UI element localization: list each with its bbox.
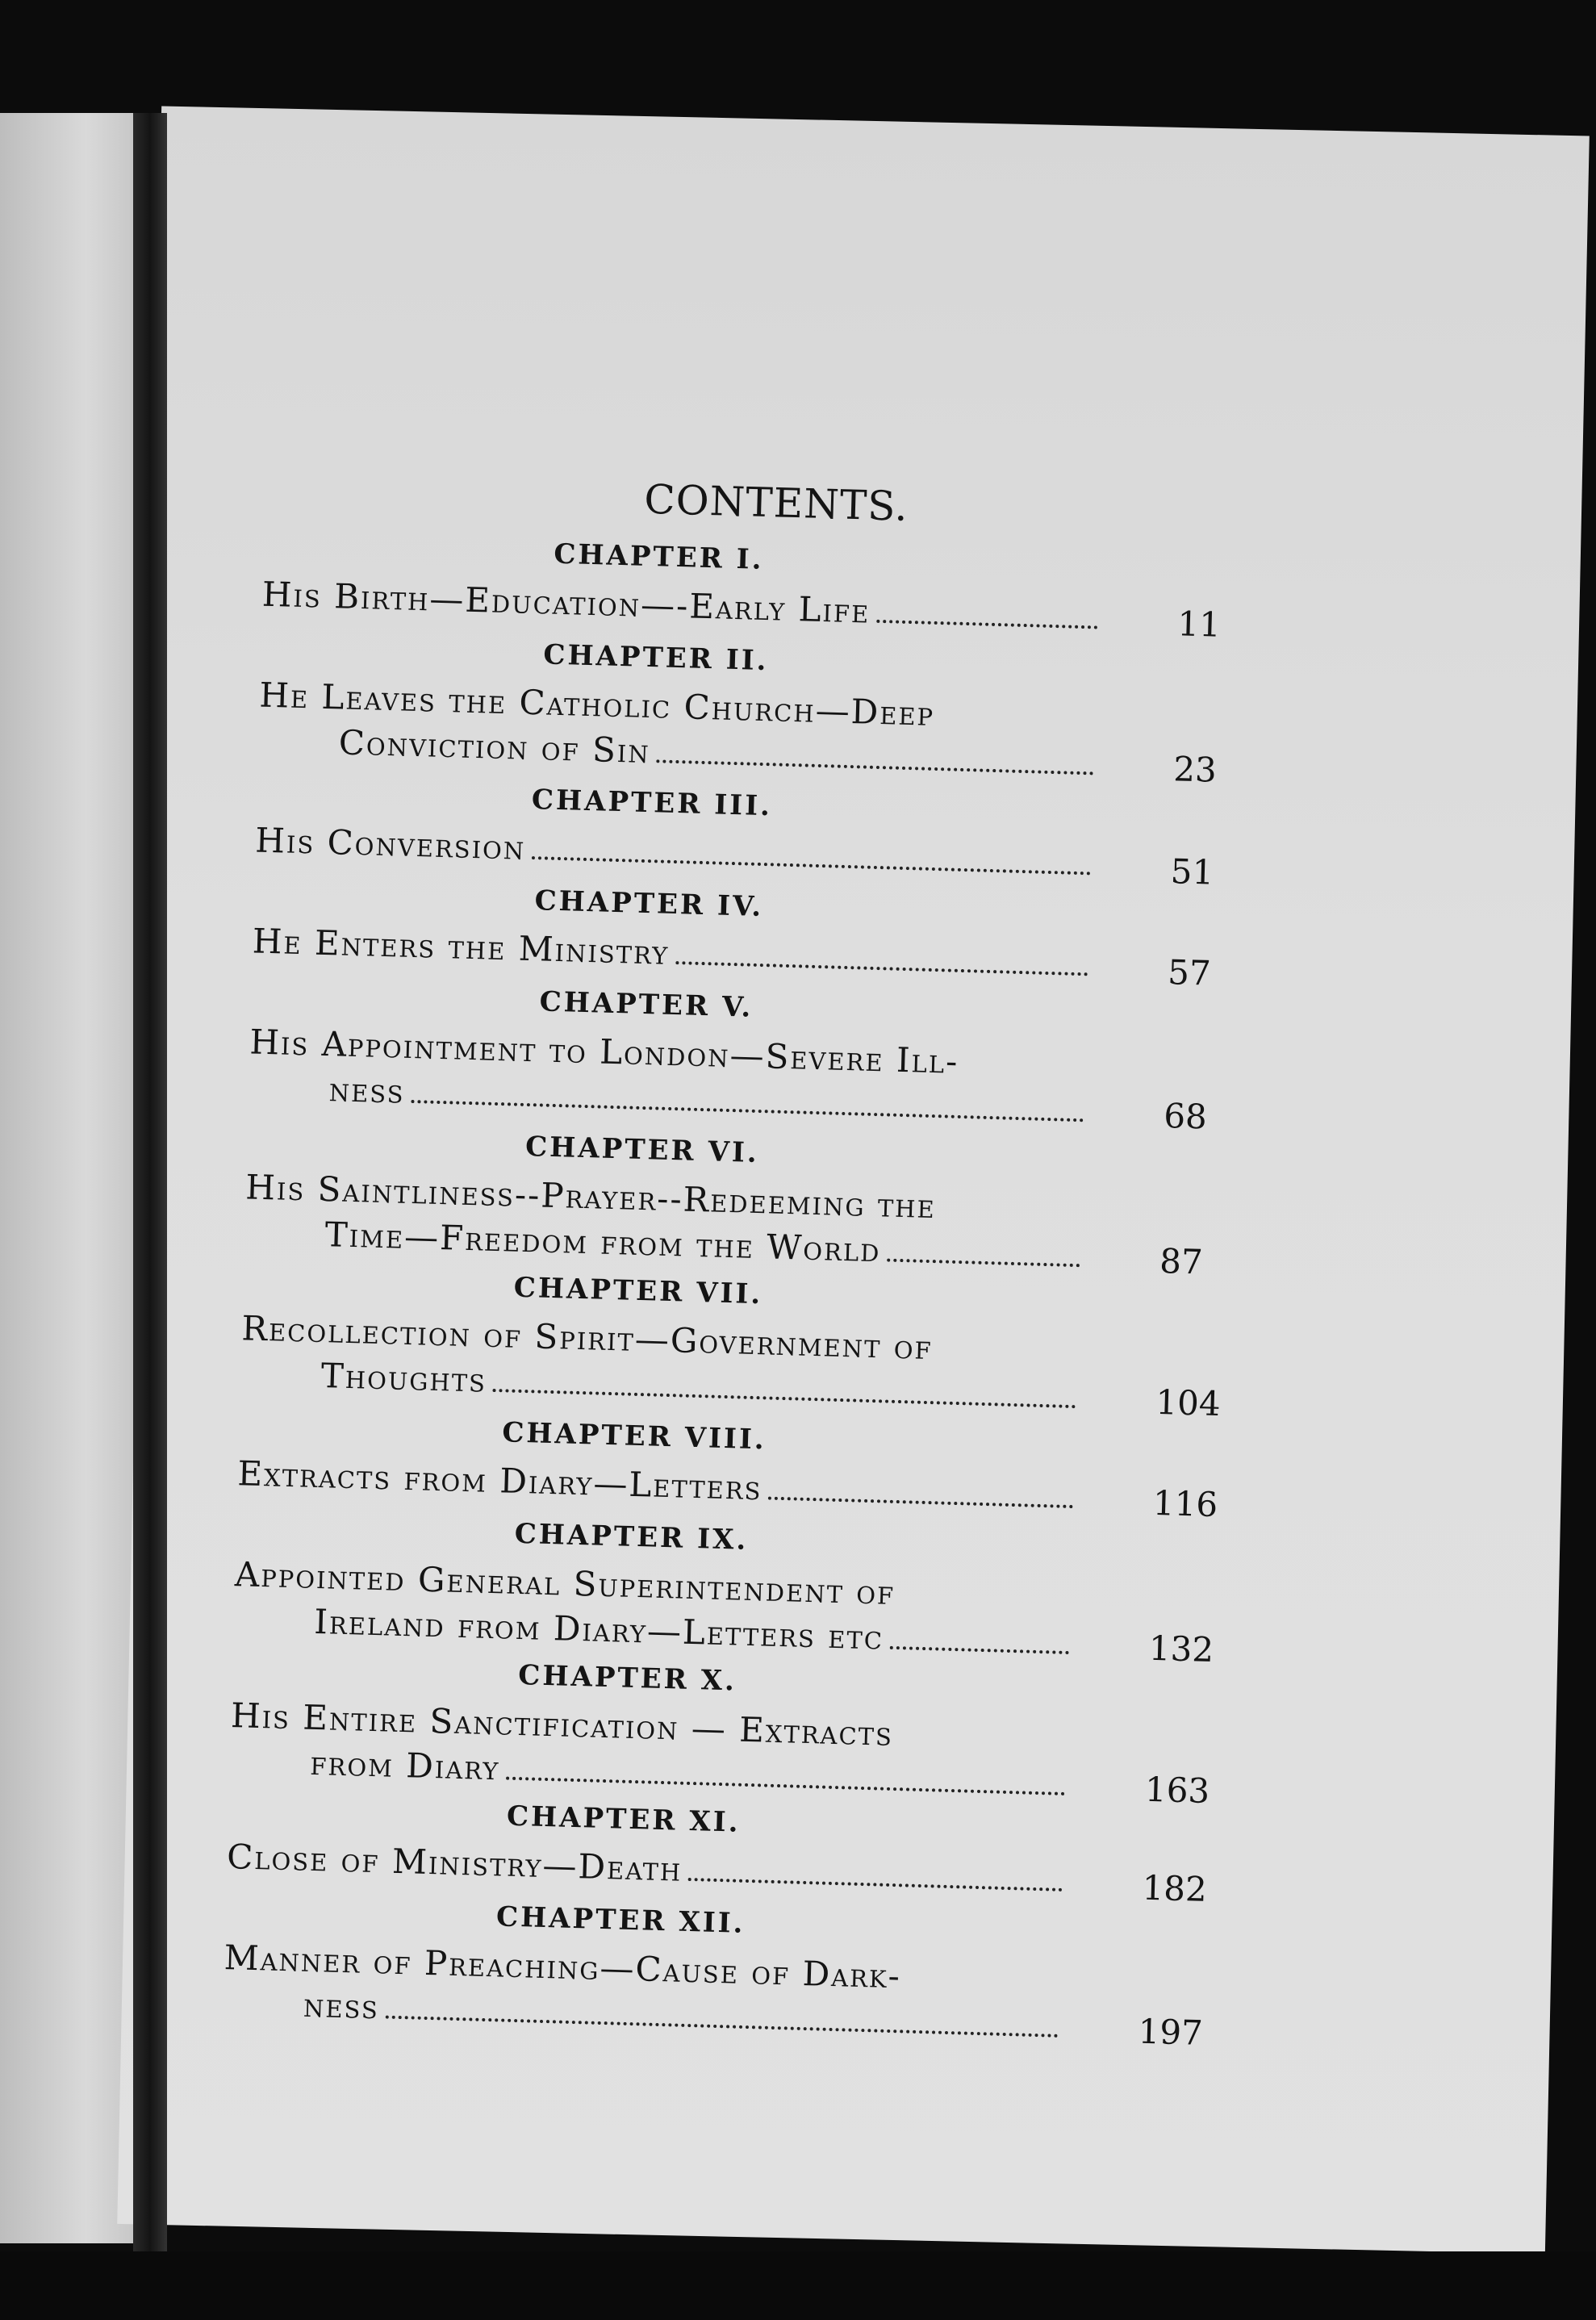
chapter-title-line: Recollection of Spirit—Government of [240, 1308, 934, 1368]
book-gutter [133, 113, 167, 2251]
chapter-entry [215, 529, 1264, 645]
chapter-label: CHAPTER IX. [514, 1517, 749, 1557]
chapter-label: CHAPTER VI. [524, 1130, 760, 1170]
chapter-title-line: Appointed General Superintendent of [234, 1554, 896, 1612]
dot-leader [506, 1776, 1065, 1795]
chapter-label: CHAPTER II. [542, 638, 769, 678]
page-number: 163 [1144, 1769, 1210, 1811]
chapter-title-line: Ireland from Diary—Letters etc [233, 1597, 1073, 1666]
chapter-label: CHAPTER XI. [506, 1800, 742, 1839]
chapter-title-line: Extracts from Diary—Letters [237, 1451, 1077, 1519]
chapter-title-line: Close of Ministry—Death [226, 1834, 1066, 1903]
chapter-title-line: His Saintliness--Prayer--Redeeming the [244, 1167, 937, 1227]
dot-leader [675, 960, 1088, 976]
scan-border [0, 2251, 1596, 2320]
dot-leader [386, 2015, 1059, 2038]
chapter-entry [178, 1892, 1226, 2053]
page-number: 23 [1172, 749, 1218, 790]
chapter-title-line: His Appointment to London—Severe Ill- [249, 1022, 959, 1081]
dot-leader [656, 759, 1093, 775]
chapter-label: CHAPTER X. [517, 1658, 737, 1698]
table-of-contents [173, 448, 1267, 2107]
chapter-label: CHAPTER VIII. [501, 1416, 767, 1457]
page-number: 11 [1176, 604, 1222, 645]
dot-leader [876, 619, 1097, 629]
chapter-title-line: Conviction of Sin [257, 718, 1097, 787]
dot-leader [890, 1645, 1069, 1654]
page-number: 182 [1141, 1867, 1208, 1909]
chapter-entry [191, 1408, 1239, 1525]
chapter-label: CHAPTER I. [553, 537, 765, 576]
chapter-title-line: Thoughts [240, 1351, 1080, 1419]
dot-leader [532, 855, 1091, 875]
chapter-title-line: His Conversion [255, 817, 1095, 886]
chapter-title-line: Manner of Preaching—Cause of Dark- [224, 1937, 902, 1996]
chapter-title-line: ness [222, 1980, 1062, 2049]
left-page-edge [0, 113, 144, 2243]
page-number: 116 [1152, 1482, 1218, 1525]
chapter-entry [188, 1508, 1236, 1670]
chapter-title-line: His Entire Sanctification — Extracts [230, 1695, 894, 1754]
chapter-title-line: He Enters the Ministry [252, 918, 1092, 987]
page-number: 132 [1148, 1628, 1214, 1670]
dot-leader [493, 1388, 1076, 1408]
chapter-label: CHAPTER VII. [513, 1271, 763, 1311]
dot-leader [411, 1099, 1084, 1122]
dot-leader [768, 1496, 1073, 1509]
chapter-label: CHAPTER III. [531, 784, 773, 823]
page-number: 68 [1163, 1096, 1208, 1137]
chapter-entry [213, 629, 1261, 790]
chapter-label: CHAPTER XII. [495, 1900, 746, 1940]
chapter-title-line: His Birth—Education—-Early Life [261, 572, 1101, 641]
page-number: 87 [1159, 1240, 1204, 1282]
chapter-title-line: He Leaves the Catholic Church—Deep [258, 675, 935, 734]
page-number: 197 [1137, 2011, 1204, 2053]
chapter-entry [206, 876, 1254, 993]
dot-leader [887, 1258, 1080, 1268]
chapter-label: CHAPTER V. [539, 985, 754, 1024]
chapter-title-line: from Diary [229, 1738, 1069, 1807]
chapter-entry [209, 775, 1257, 892]
dot-leader [688, 1877, 1063, 1892]
chapter-title-line: Time—Freedom from the World [244, 1210, 1084, 1278]
page-number: 104 [1155, 1382, 1222, 1424]
chapter-label: CHAPTER IV. [534, 884, 764, 924]
chapter-entry [203, 976, 1251, 1137]
chapter-entry [199, 1122, 1247, 1282]
page-number: 51 [1170, 851, 1214, 892]
chapter-title-line: ness [248, 1064, 1088, 1133]
page-number: 57 [1167, 952, 1212, 993]
contents-title: CONTENTS. [643, 475, 909, 530]
